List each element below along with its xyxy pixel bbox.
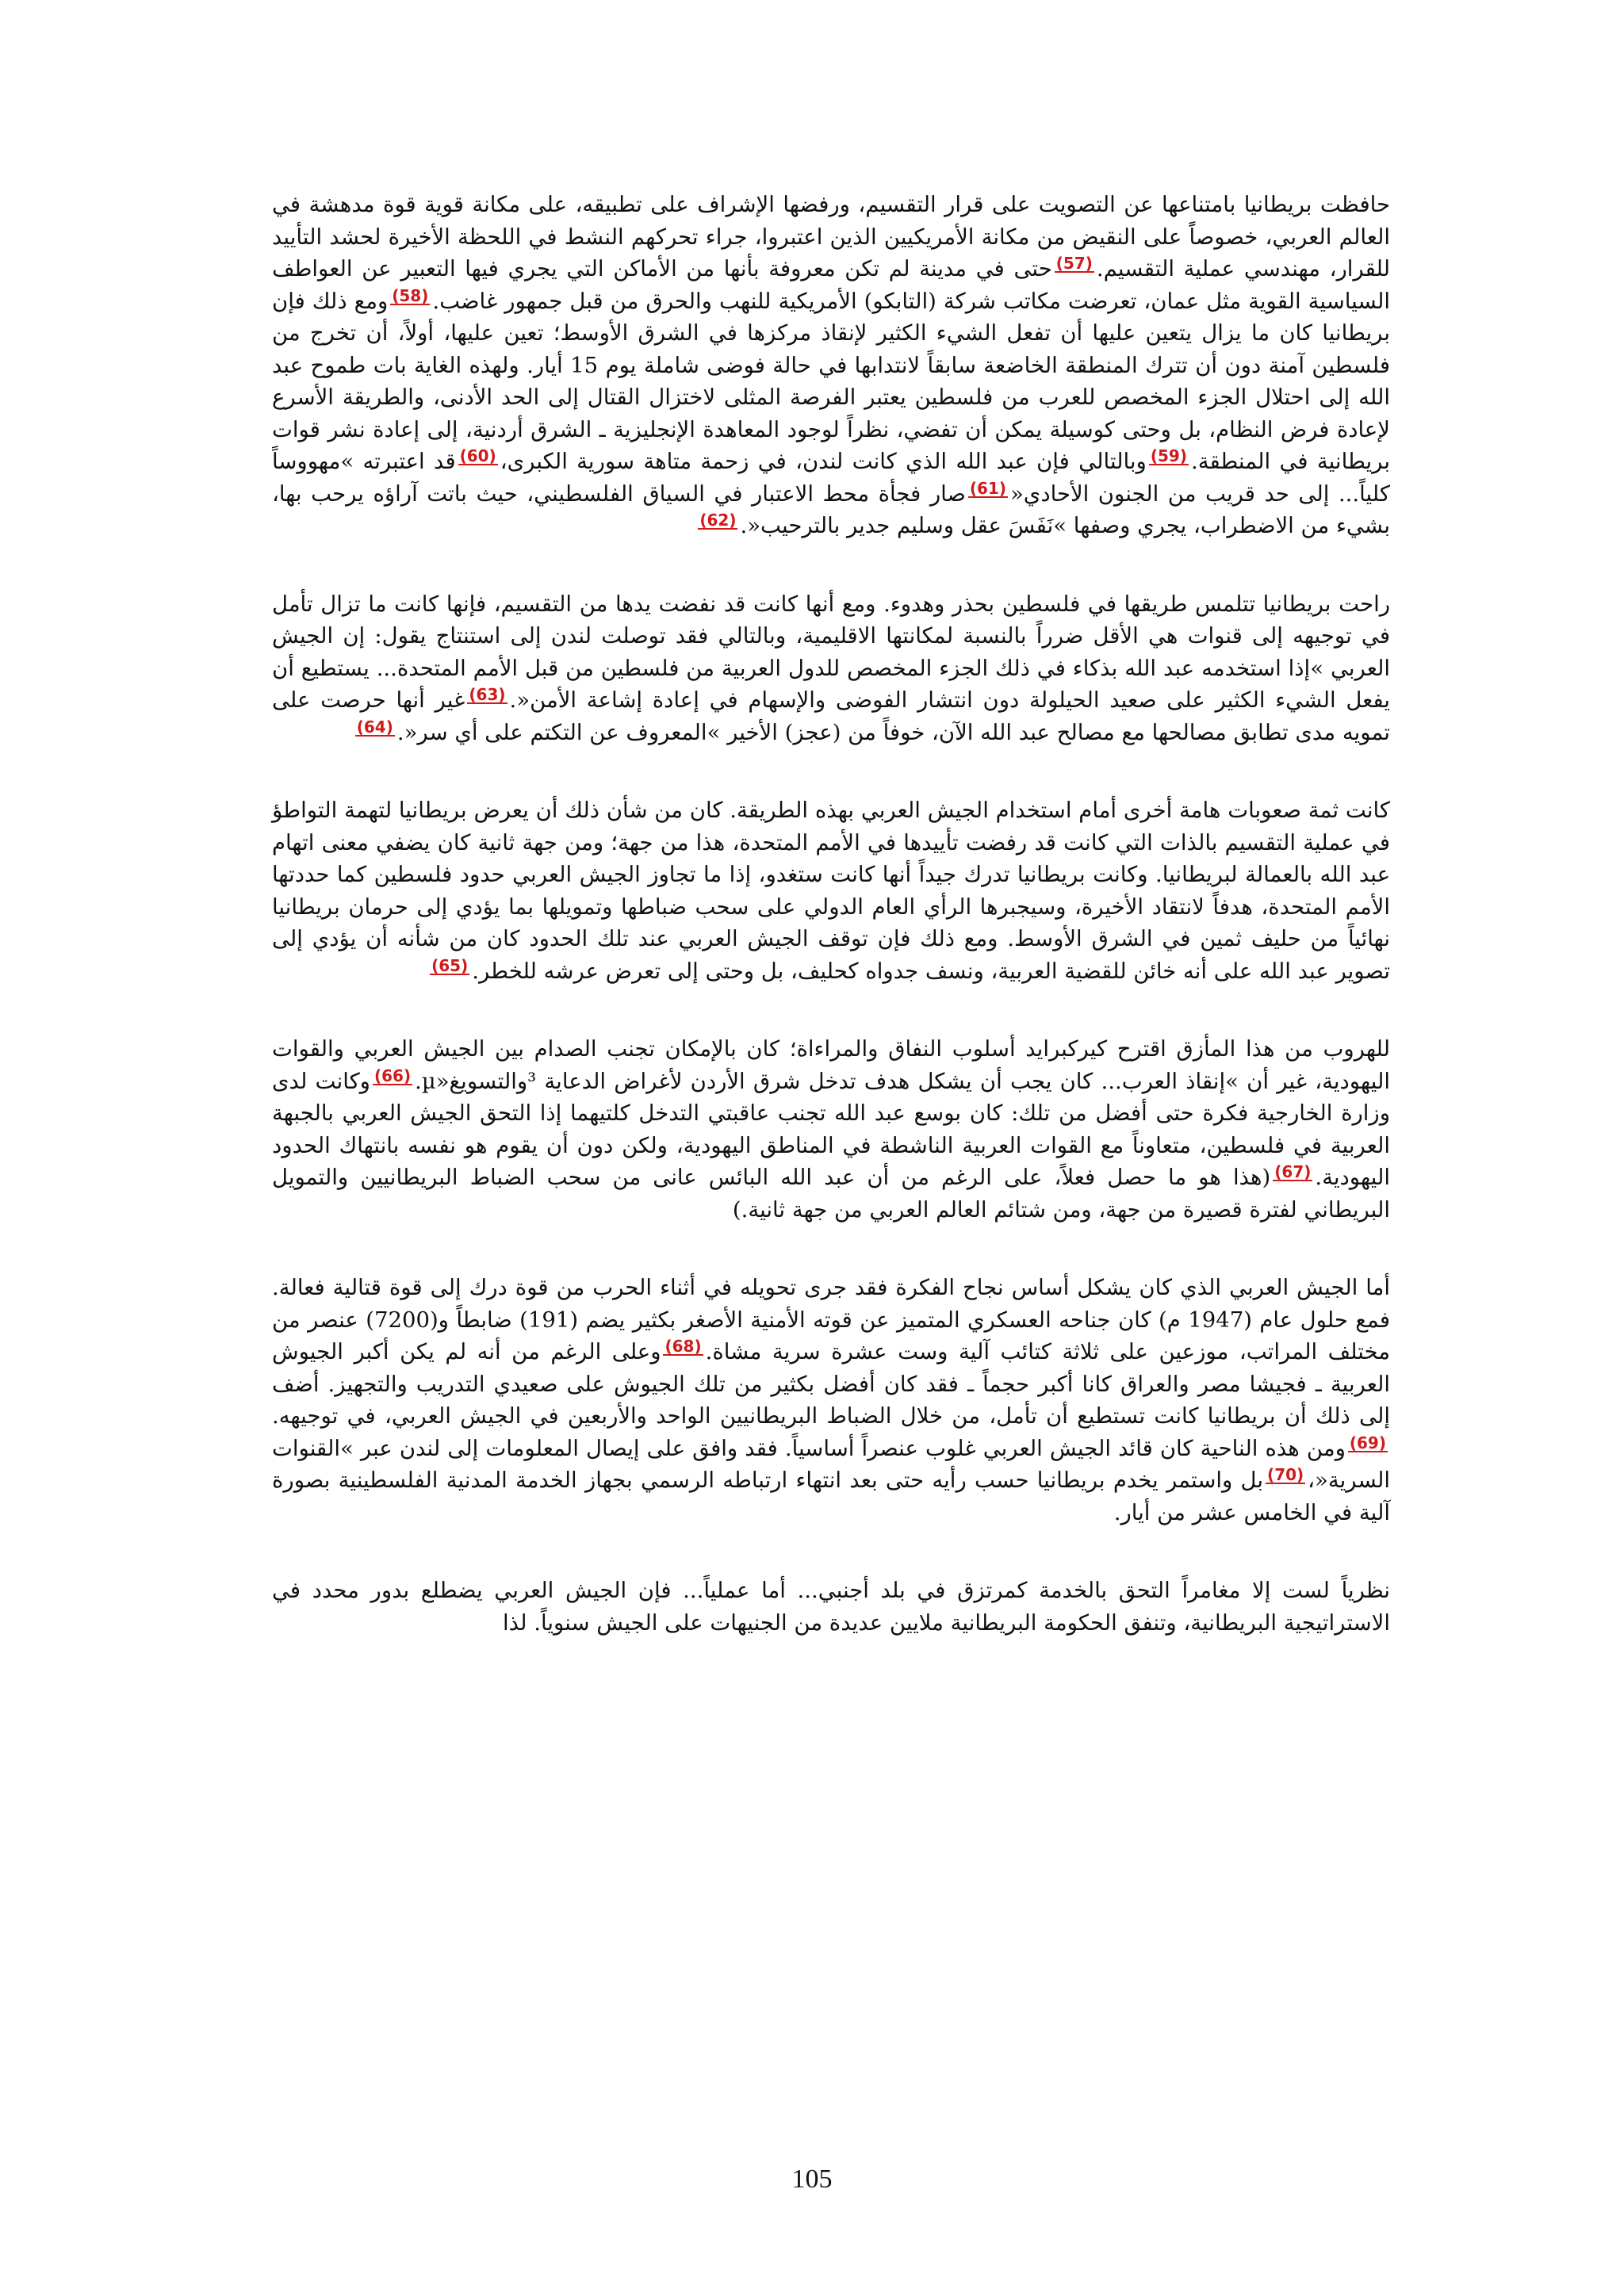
paragraph (272, 1033, 1390, 1226)
body-text (272, 189, 1390, 1639)
paragraph-text: قد اعتبرته »مهووساً كلياً... إلى حد قريب من الجنون الأحادي« (272, 449, 1390, 507)
page-number: 105 (791, 2164, 833, 2194)
paragraph-text: حافظت بريطانيا بامتناعها عن التصويت على قرار التقسيم، ورفضها الإشراف على تطبيقه، على مكانة قوية قوة مدهشة في العالم العربي، خصوصاًً على النقيض من مكانة الأمريكيين الذين اعتبروا، جراء تحركهم النشط في اللحظة الأخيرة لحشد التأييد للقرار، مهندسي عملية التقسيم. (272, 192, 1391, 281)
footnote-link[interactable]: (59) (1150, 446, 1187, 465)
paragraph-text: وبالتالي فإن عبد الله الذي كانت لندن، في زحمة متاهة سورية الكبرى، (500, 449, 1147, 474)
paragraph (272, 189, 1390, 542)
paragraph-text: راحت بريطانيا تتلمس طريقها في فلسطين بحذر وهدوء. ومع أنها كانت قد نفضت يدها من التقسيم، فإنها كانت ما تزال تأمل في توجيهه إلى قنوات هي الأقل ضرراً بالنسبة لمكانتها الاقليمية، وبالتالي فقد توصلت لندن إلى استنتاج يقول: إن الجيش العربي »إذا استخدمه عبد الله بذكاء في ذلك الجزء المخصص للدول العربية من فلسطين من قبل الأمم المتحدة... يستطيع أن يفعل الشيء الكثير على صعيد الحيلولة دون انتشار الفوضى والإسهام في إعادة إشاعة الأمن«. (272, 591, 1390, 713)
footnote-link[interactable]: (58) (392, 285, 429, 305)
footnote-link[interactable]: (64) (356, 717, 393, 737)
footnote-link[interactable]: (70) (1267, 1465, 1304, 1484)
paragraph (272, 1272, 1390, 1529)
paragraph (272, 1575, 1390, 1639)
footnote-link[interactable]: (60) (459, 446, 496, 465)
paragraph-text: نظرياً لست إلا مغامراً التحق بالخدمة كمرتزق في بلد أجنبي... أما عملياً... فإن الجيش العربي يضطلع بدور محدد في الاستراتيجية البريطانية، وتنفق الحكومة البريطانية ملايين عديدة من الجنيهات على الجيش سنوياً. لذا (272, 1578, 1390, 1636)
paragraph-text: وعلى الرغم من أنه لم يكن أكبر الجيوش العربية ـ فجيشا مصر والعراق كانا أكبر حجماً ـ فقد كان أفضل بكثير من تلك الجيوش على صعيدي التدريب والتجهيز. أضف إلى ذلك أن بريطانيا كانت تستطيع أن تأمل، من خلال الضباط البريطانيين الواحد والأربعين في الجيش العربي، في توجيهه. (272, 1339, 1390, 1429)
footnote-link[interactable]: (65) (431, 955, 469, 975)
footnote-link[interactable]: (67) (1274, 1162, 1312, 1181)
paragraph-text: ومع ذلك فإن بريطانيا كان ما يزال يتعين عليها أن تفعل الشيء الكثير لإنقاذ مركزها في الشرق الأوسط؛ تعين عليها، أولاً، أن تخرج من فلسطين آمنة دون أن تترك المنطقة الخاضعة سابقاً لانتدابها في حالة فوضى شاملة يوم 15 أيار. ولهذه الغاية بات طموح عبد الله إلى احتلال الجزء المخصص للعرب من فلسطين يعتبر الفرصة المثلى لاختزال القتال إلى الحد الأدنى، والطريقة الأسرع لإعادة فرض النظام، بل وحتى كوسيلة يمكن أن تفضي، نظراً لوجود المعاهدة الإنجليزية ـ الشرق أردنية، إلى إعادة نشر قوات بريطانية في المنطقة. (272, 288, 1390, 474)
footnote-link[interactable]: (68) (665, 1337, 702, 1356)
paragraph (272, 588, 1390, 749)
paragraph-text: للهروب من هذا المأزق اقترح كيركبرايد أسلوب النفاق والمراءاة؛ كان بالإمكان تجنب الصدام بين الجيش العربي والقوات اليهودية، غير أن »إنقاذ العرب... كان يجب أن يشكل هدف تدخل شرق الأردن لأغراض الدعاية ³والتسويغ«µ. (272, 1036, 1390, 1094)
footnote-link[interactable]: (66) (373, 1066, 412, 1085)
paragraph-text: كانت ثمة صعوبات هامة أخرى أمام استخدام الجيش العربي بهذه الطريقة. كان من شأن ذلك أن يعرض بريطانيا لتهمة التواطؤ في عملية التقسيم بالذات التي كانت قد رفضت تأييدها في الأمم المتحدة، هذا من جهة؛ ومن جهة ثانية كان يضفي معنى اتهام عبد الله بالعمالة لبريطانيا. وكانت بريطانيا تدرك جيداً أنها كانت ستغدو، إذا ما تجاوز الجيش العربي حدود فلسطين كما حددتها الأمم المتحدة، هدفاً لانتقاد الأخيرة، وسيجبرها الرأي العام الدولي على سحب ضباطها وتمويلها بما يؤدي إلى حرمان بريطانيا نهائياً من حليف ثمين في الشرق الأوسط. ومع ذلك فإن توقف الجيش العربي عند تلك الحدود كان من شأنه أن يؤدي إلى تصوير عبد الله على أنه خائن للقضية العربية، ونسف جدواه كحليف، بل وحتى إلى تعرض عرشه للخطر. (272, 798, 1390, 984)
paragraph-text: غير أنها حرصت على تمويه مدى تطابق مصالحها مع مصالح عبد الله الآن، خوفاً من (عجز) الأخير »المعروف عن التكتم على أي سر«. (272, 687, 1390, 745)
paragraph-text: صار فجأة محط الاعتبار في السياق الفلسطيني، حيث باتت آراؤه يرحب بها، بشيء من الاضطراب، يجري وصفها »نَفَسَ عقل وسليم جدير بالترحيب«. (272, 480, 1390, 538)
footnote-link[interactable]: (63) (469, 685, 506, 704)
footnote-link[interactable]: (61) (969, 478, 1006, 498)
paragraph-text: ومن هذه الناحية كان قائد الجيش العربي غلوب عنصراً أساسياً. فقد وافق على إيصال المعلومات إلى لندن عبر »القنوات السرية«، (272, 1435, 1390, 1493)
paragraph-text: حتى في مدينة لم تكن معروفة بأنها من الأماكن التي يجري فيها التعبير عن العواطف السياسية القوية مثل عمان، تعرضت مكاتب شركة (التابكو) الأمريكية للنهب والحرق من قبل جمهور غاضب. (272, 256, 1390, 314)
paragraph-text: وكانت لدى وزارة الخارجية فكرة حتى أفضل من تلك: كان بوسع عبد الله تجنب عاقبتي التدخل كلتيهما إذا التحق الجيش العربي بالجبهة العربية في فلسطين، متعاوناً مع القوات العربية الناشطة في المناطق اليهودية، ولكن دون أن يقوم هو نفسه بانتهاك الحدود اليهودية. (272, 1068, 1390, 1190)
footnote-link[interactable]: (62) (699, 511, 737, 530)
paragraph (272, 794, 1390, 987)
footnote-link[interactable]: (69) (1349, 1433, 1386, 1452)
paragraph-text: أما الجيش العربي الذي كان يشكل أساس نجاح الفكرة فقد جرى تحويله في أثناء الحرب من قوة درك إلى قوة قتالية فعالة. فمع حلول عام (1947 م) كان جناحه العسكري المتميز عن قوته الأمنية الأصغر بكثير يضم (191) ضابطاً و(7200) عنصر من مختلف المراتب، موزعين على ثلاثة كتائب آلية وست عشرة سرية مشاة. (272, 1275, 1390, 1364)
paragraph-text: بل واستمر يخدم بريطانيا حسب رأيه حتى بعد انتهاء ارتباطه الرسمي بجهاز الخدمة المدنية الفلسطينية بصورة آلية في الخامس عشر من أيار. (272, 1468, 1390, 1525)
paragraph-text: (هذا هو ما حصل فعلاً، على الرغم من أن عبد الله البائس عانى من سحب الضباط البريطانيين والتمويل البريطاني لفترة قصيرة من جهة، ومن شتائم العالم العربي من جهة ثانية.) (272, 1165, 1390, 1223)
footnote-link[interactable]: (57) (1055, 254, 1093, 273)
